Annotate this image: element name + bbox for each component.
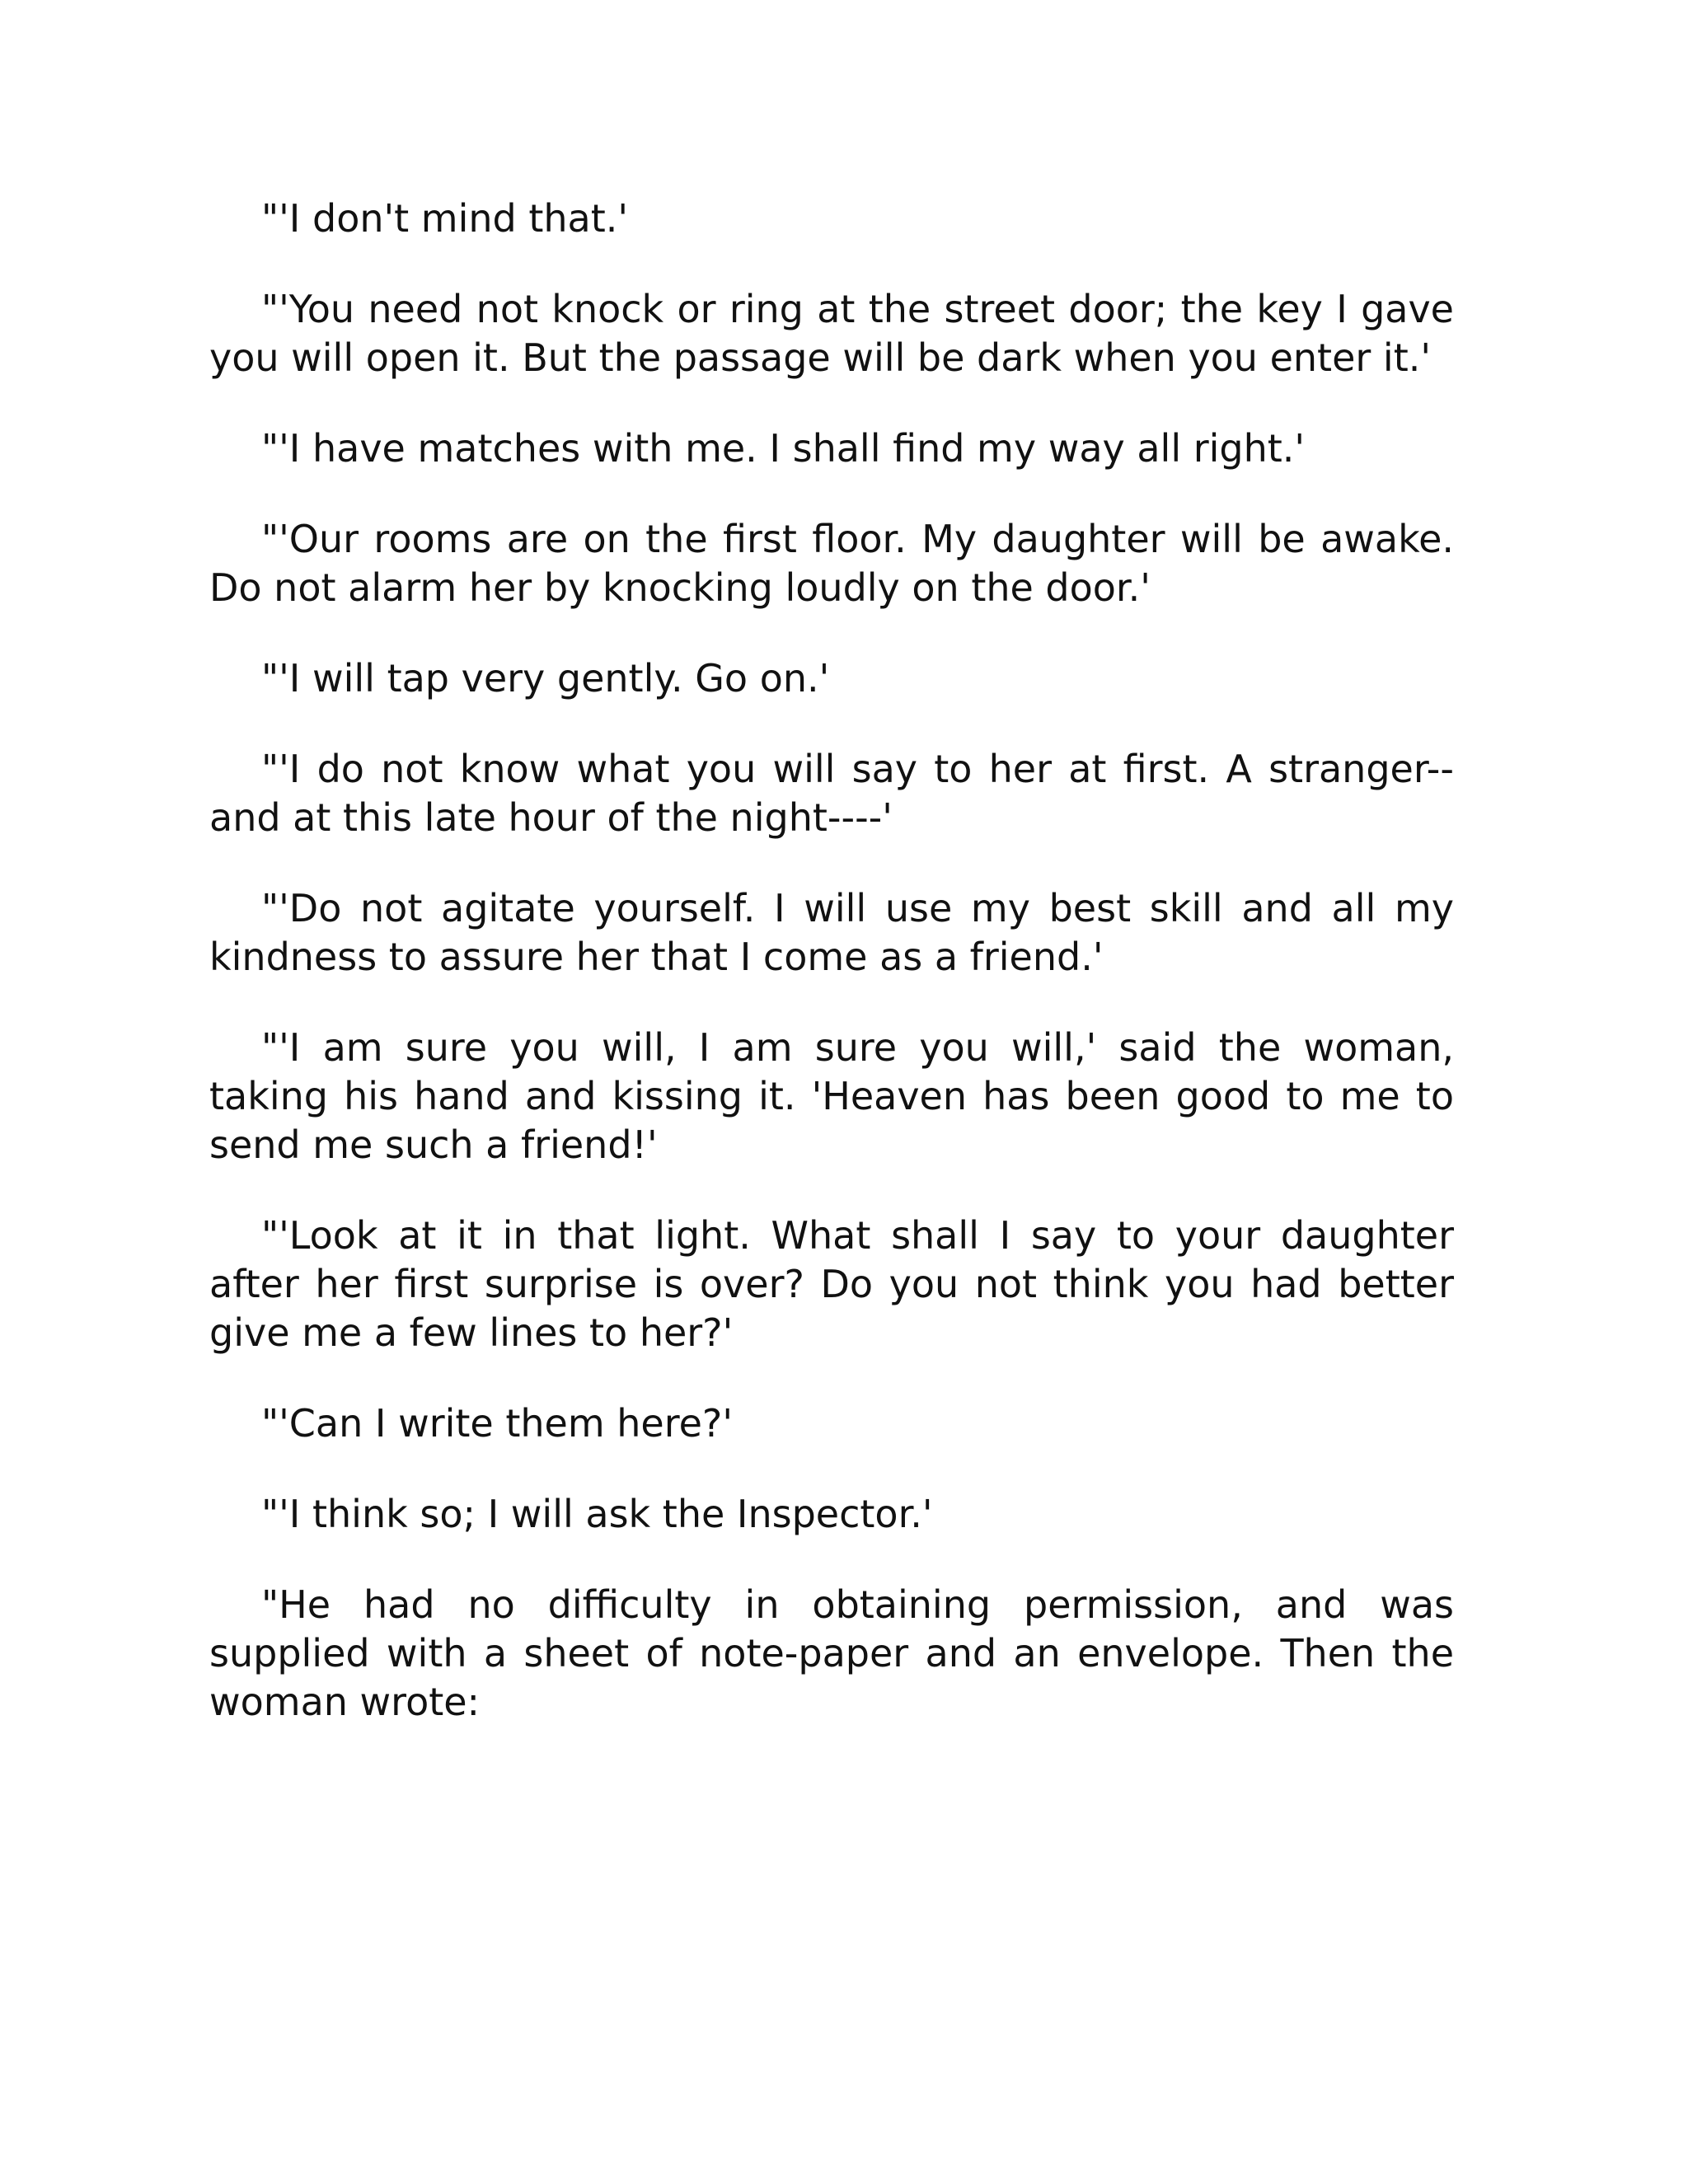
paragraph-11: "'I think so; I will ask the Inspector.' xyxy=(261,1492,933,1536)
paragraph-5: "'I will tap very gently. Go on.' xyxy=(261,656,830,701)
paragraph-12: "He had no difficulty in obtaining permission, and was supplied with a sheet of note-paper and an envelope. Then the woman wrote: xyxy=(209,1582,1454,1724)
paragraph-10: "'Can I write them here?' xyxy=(261,1401,733,1446)
paragraph-8: "'I am sure you will, I am sure you will,' said the woman, taking his hand and kissing it. 'Heaven has been good to me to send me such a friend!' xyxy=(209,1025,1454,1167)
paragraph-2: "'You need not knock or ring at the street door; the key I gave you will open it. But the passage will be dark when you enter it.' xyxy=(209,287,1454,380)
paragraph-4: "'Our rooms are on the first floor. My daughter will be awake. Do not alarm her by knocking loudly on the door.' xyxy=(209,517,1454,610)
text-column xyxy=(209,194,1454,1769)
paragraph-1: "'I don't mind that.' xyxy=(261,196,629,241)
paragraph-7: "'Do not agitate yourself. I will use my best skill and all my kindness to assure her that I come as a friend.' xyxy=(209,886,1454,979)
paragraph-9: "'Look at it in that light. What shall I say to your daughter after her first surprise is over? Do you not think you had better give me a few lines to her?' xyxy=(209,1213,1454,1355)
paragraph-6: "'I do not know what you will say to her at first. A stranger--and at this late hour of the night----' xyxy=(209,747,1454,840)
paragraph-3: "'I have matches with me. I shall find my way all right.' xyxy=(261,426,1306,471)
